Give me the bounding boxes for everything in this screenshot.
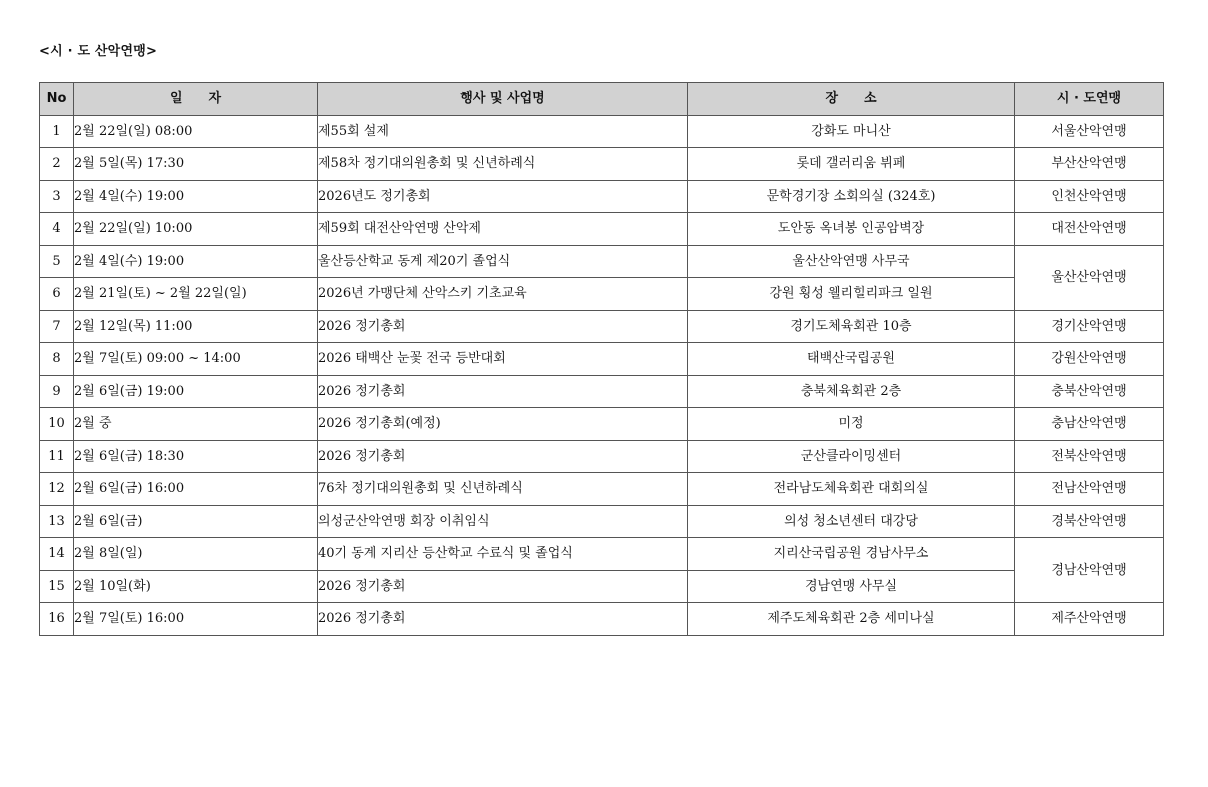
cell-date: 2월 22일(일) 10:00 [74,213,318,246]
table-row [40,538,1164,571]
events-table [39,82,1164,636]
cell-date: 2월 6일(금) 18:30 [74,440,318,473]
table-row [40,148,1164,181]
cell-no: 14 [40,538,74,571]
table-row [40,603,1164,636]
cell-event: 2026 태백산 눈꽃 전국 등반대회 [318,343,688,376]
cell-place: 의성 청소년센터 대강당 [688,505,1015,538]
cell-event: 제55회 설제 [318,115,688,148]
cell-event: 2026 정기총회 [318,440,688,473]
cell-date: 2월 22일(일) 08:00 [74,115,318,148]
cell-place: 강화도 마니산 [688,115,1015,148]
cell-date: 2월 5일(목) 17:30 [74,148,318,181]
cell-date: 2월 4일(수) 19:00 [74,245,318,278]
cell-place: 전라남도체육회관 대회의실 [688,473,1015,506]
table-row [40,213,1164,246]
cell-org: 인천산악연맹 [1015,180,1164,213]
cell-event: 의성군산악연맹 회장 이취임식 [318,505,688,538]
cell-event: 2026 정기총회(예정) [318,408,688,441]
cell-org: 부산산악연맹 [1015,148,1164,181]
cell-no: 15 [40,570,74,603]
cell-place: 경남연맹 사무실 [688,570,1015,603]
cell-date: 2월 12일(목) 11:00 [74,310,318,343]
cell-no: 9 [40,375,74,408]
cell-no: 1 [40,115,74,148]
cell-event: 2026년 가맹단체 산악스키 기초교육 [318,278,688,311]
cell-date: 2월 4일(수) 19:00 [74,180,318,213]
header-event: 행사 및 사업명 [318,83,688,116]
cell-org: 경기산악연맹 [1015,310,1164,343]
header-org: 시 · 도연맹 [1015,83,1164,116]
cell-place: 군산클라이밍센터 [688,440,1015,473]
table-row [40,180,1164,213]
table-row [40,278,1164,311]
cell-event: 40기 동계 지리산 등산학교 수료식 및 졸업식 [318,538,688,571]
table-row [40,245,1164,278]
cell-event: 2026 정기총회 [318,603,688,636]
cell-no: 8 [40,343,74,376]
cell-event: 2026 정기총회 [318,570,688,603]
table-row [40,343,1164,376]
cell-no: 5 [40,245,74,278]
cell-place: 미정 [688,408,1015,441]
cell-place: 충북체육회관 2층 [688,375,1015,408]
cell-place: 태백산국립공원 [688,343,1015,376]
cell-date: 2월 10일(화) [74,570,318,603]
header-no: No [40,83,74,116]
cell-no: 10 [40,408,74,441]
cell-date: 2월 6일(금) 16:00 [74,473,318,506]
cell-date: 2월 중 [74,408,318,441]
header-date: 일 자 [74,83,318,116]
cell-event: 2026 정기총회 [318,375,688,408]
cell-event: 울산등산학교 동계 제20기 졸업식 [318,245,688,278]
table-row [40,473,1164,506]
table-row [40,440,1164,473]
table-row [40,408,1164,441]
cell-event: 76차 정기대의원총회 및 신년하례식 [318,473,688,506]
cell-org: 강원산악연맹 [1015,343,1164,376]
cell-no: 13 [40,505,74,538]
table-row [40,375,1164,408]
cell-org: 전남산악연맹 [1015,473,1164,506]
cell-no: 2 [40,148,74,181]
cell-no: 11 [40,440,74,473]
cell-no: 7 [40,310,74,343]
cell-place: 울산산악연맹 사무국 [688,245,1015,278]
cell-org: 울산산악연맹 [1015,245,1164,310]
cell-place: 롯데 갤러리움 뷔페 [688,148,1015,181]
cell-place: 경기도체육회관 10층 [688,310,1015,343]
cell-no: 16 [40,603,74,636]
cell-no: 4 [40,213,74,246]
cell-place: 문학경기장 소회의실 (324호) [688,180,1015,213]
cell-date: 2월 6일(금) 19:00 [74,375,318,408]
cell-org: 제주산악연맹 [1015,603,1164,636]
section-title: <시 · 도 산악연맹> [39,44,158,59]
cell-org: 충북산악연맹 [1015,375,1164,408]
cell-org: 경북산악연맹 [1015,505,1164,538]
cell-org: 경남산악연맹 [1015,538,1164,603]
cell-event: 제58차 정기대의원총회 및 신년하례식 [318,148,688,181]
cell-org: 대전산악연맹 [1015,213,1164,246]
header-place: 장 소 [688,83,1015,116]
table-row [40,310,1164,343]
cell-event: 제59회 대전산악연맹 산악제 [318,213,688,246]
cell-event: 2026년도 정기총회 [318,180,688,213]
cell-place: 도안동 옥녀봉 인공암벽장 [688,213,1015,246]
cell-place: 제주도체육회관 2층 세미나실 [688,603,1015,636]
cell-place: 강원 횡성 웰리힐리파크 일원 [688,278,1015,311]
cell-event: 2026 정기총회 [318,310,688,343]
cell-date: 2월 21일(토) ~ 2월 22일(일) [74,278,318,311]
cell-date: 2월 8일(일) [74,538,318,571]
cell-date: 2월 6일(금) [74,505,318,538]
table-row [40,505,1164,538]
cell-no: 6 [40,278,74,311]
cell-org: 서울산악연맹 [1015,115,1164,148]
cell-org: 충남산악연맹 [1015,408,1164,441]
cell-org: 전북산악연맹 [1015,440,1164,473]
table-header-row [40,83,1164,116]
table-row [40,115,1164,148]
cell-no: 3 [40,180,74,213]
cell-date: 2월 7일(토) 09:00 ~ 14:00 [74,343,318,376]
cell-no: 12 [40,473,74,506]
cell-date: 2월 7일(토) 16:00 [74,603,318,636]
cell-place: 지리산국립공원 경남사무소 [688,538,1015,571]
table-row [40,570,1164,603]
